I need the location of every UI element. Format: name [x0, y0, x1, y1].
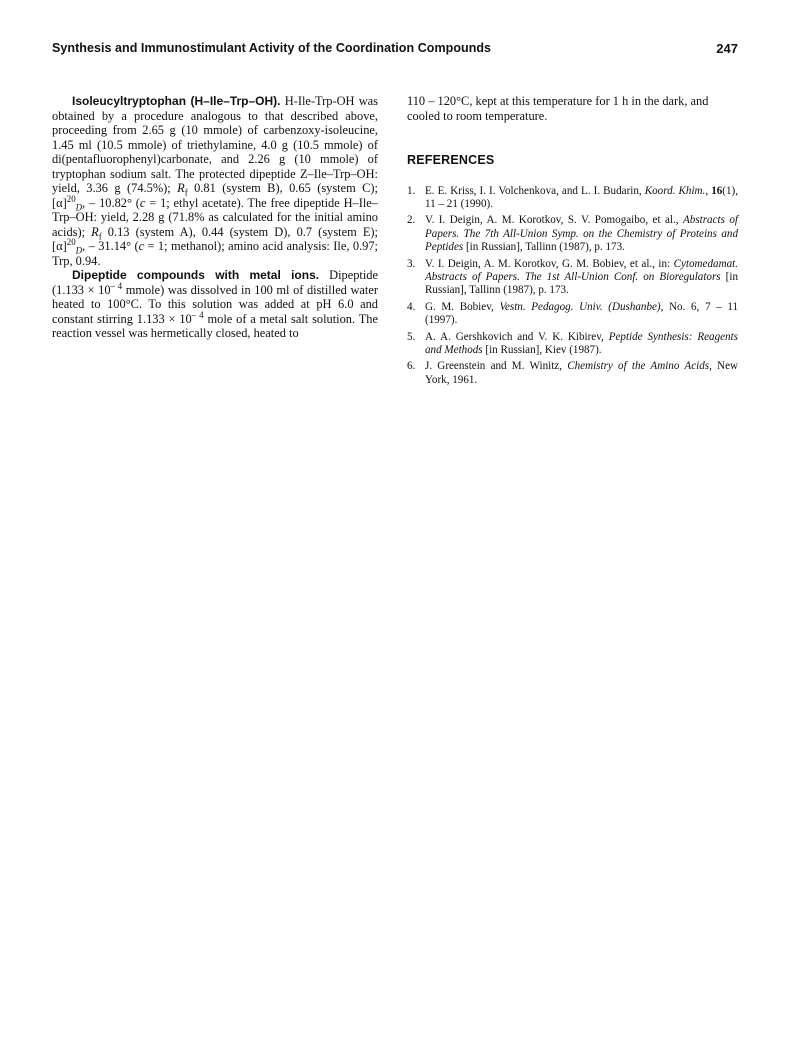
rotation-line: D [75, 245, 83, 256]
rotation-temperature: 20 [66, 236, 76, 247]
reference-source: Cytomedamat. Abstracts of Papers. The 1st All-Union Conf. on Bioregulators [425, 257, 738, 283]
rf-subscript: f [98, 230, 102, 241]
reference-text: J. Greenstein and M. Winitz, [425, 360, 568, 373]
reference-number: 1. [407, 184, 416, 197]
running-title: Synthesis and Immunostimulant Activity of the Coordination Compounds [52, 41, 492, 55]
right-column [407, 94, 738, 390]
reference-text: E. E. Kriss, I. I. Volchenkova, and L. I. Budarin, [425, 184, 645, 197]
running-header [52, 41, 738, 61]
concentration-symbol: c [139, 195, 146, 210]
reference-item [407, 258, 738, 298]
reference-text: G. M. Bobiev, [425, 300, 500, 313]
body-text: 0.13 (system A), 0.44 (system D), 0.7 (system E); [α] [52, 224, 378, 253]
body-text: , – 31.14° ( [82, 239, 139, 253]
body-text: mole of a metal salt solution. The reaction vessel was hermetically closed, heated to [52, 311, 378, 340]
reference-text: , New York, 1961. [425, 360, 738, 386]
reference-volume: 16 [711, 184, 723, 197]
reference-text: A. A. Gershkovich and V. K. Kibirev, [425, 330, 609, 343]
references-list [407, 185, 738, 387]
reference-text: [in Russian], Kiev (1987). [482, 343, 602, 356]
paragraph-isoleucyltryptophan [52, 94, 378, 268]
reference-item [407, 301, 738, 327]
reference-item [407, 214, 738, 254]
reference-text: , No. 6, 7 – 11 (1997). [425, 300, 739, 326]
reference-source: Vestn. Pedagog. Univ. (Dushanbe) [499, 300, 661, 313]
reference-source: Chemistry of the Amino Acids [567, 360, 710, 373]
exponent: – 4 [191, 309, 204, 320]
rotation-line: D [75, 201, 83, 212]
reference-text: [in Russian], Tallinn (1987), p. 173. [463, 240, 625, 253]
body-text: , – 10.82° ( [82, 195, 140, 210]
concentration-symbol: c [138, 239, 145, 253]
body-text: mmole) was dissolved in 100 ml of distilled water heated to 100°C. To this solution was added at pH 6.0 and constant stirring 1.133 × 10 [52, 282, 378, 326]
rotation-temperature: 20 [66, 193, 76, 204]
reference-source: Koord. Khim. [644, 184, 706, 197]
reference-item [407, 360, 738, 386]
reference-text: (1), 11 – 21 (1990). [425, 184, 738, 210]
paragraph-metal-compounds [52, 268, 378, 341]
reference-number: 5. [407, 330, 416, 343]
exponent: – 4 [110, 280, 123, 291]
reference-text: , [705, 184, 712, 197]
reference-text: V. I. Deigin, A. M. Korotkov, S. V. Pomogaibo, et al., [425, 214, 683, 227]
body-text: Dipeptide (1.133 × 10 [52, 268, 378, 297]
reference-source: Peptide Synthesis: Reagents and Methods [425, 330, 738, 356]
reference-number: 2. [407, 214, 416, 227]
body-text: 0.81 (system B), 0.65 (system C); [α] [52, 181, 378, 210]
body-text: = 1; ethyl acetate). The free dipeptide H–Ile–Trp–OH: yield, 2.28 g (71.8% as calculated for the initial amino acids); [52, 195, 378, 239]
reference-number: 6. [407, 360, 416, 373]
paragraph-heading: Isoleucyltryptophan (H–Ile–Trp–OH). [72, 94, 281, 108]
reference-number: 3. [407, 257, 416, 270]
continued-paragraph: 110 – 120°C, kept at this temperature for 1 h in the dark, and cooled to room temperature. [407, 94, 709, 123]
reference-item [407, 331, 738, 357]
reference-number: 4. [407, 300, 416, 313]
body-text: = 1; methanol); amino acid analysis: Ile, 0.97; Trp, 0.94. [52, 239, 378, 268]
references-heading: REFERENCES [407, 153, 495, 167]
reference-text: [in Russian], Tallinn (1987), p. 173. [425, 270, 738, 296]
paragraph-heading: Dipeptide compounds with metal ions. [72, 268, 320, 282]
page-number: 247 [716, 41, 738, 56]
reference-item [407, 185, 738, 211]
body-text: H-Ile-Trp-OH was obtained by a procedure analogous to that described above, proceeding from 2.65 g (10 mmole) of carbenzoxy-isoleucine, 1.45 ml (10.5 mmole) of triethylamine, 4.0 g (10.5 mmole) of di(pentafluorophenyl)carbonate, and 2.26 g (10 mmole) of tryptophan sodium salt. The protected dipeptide Z–Ile–Trp–OH: yield, 3.36 g (74.5%); [52, 94, 378, 195]
left-column [52, 94, 378, 341]
rf-symbol: R [91, 224, 99, 239]
rf-symbol: R [177, 181, 185, 195]
reference-text: V. I. Deigin, A. M. Korotkov, G. M. Bobiev, et al., in: [425, 257, 674, 270]
rf-subscript: f [184, 187, 188, 198]
reference-source: Abstracts of Papers. The 7th All-Union Symp. on the Chemistry of Proteins and Peptides [425, 214, 738, 253]
